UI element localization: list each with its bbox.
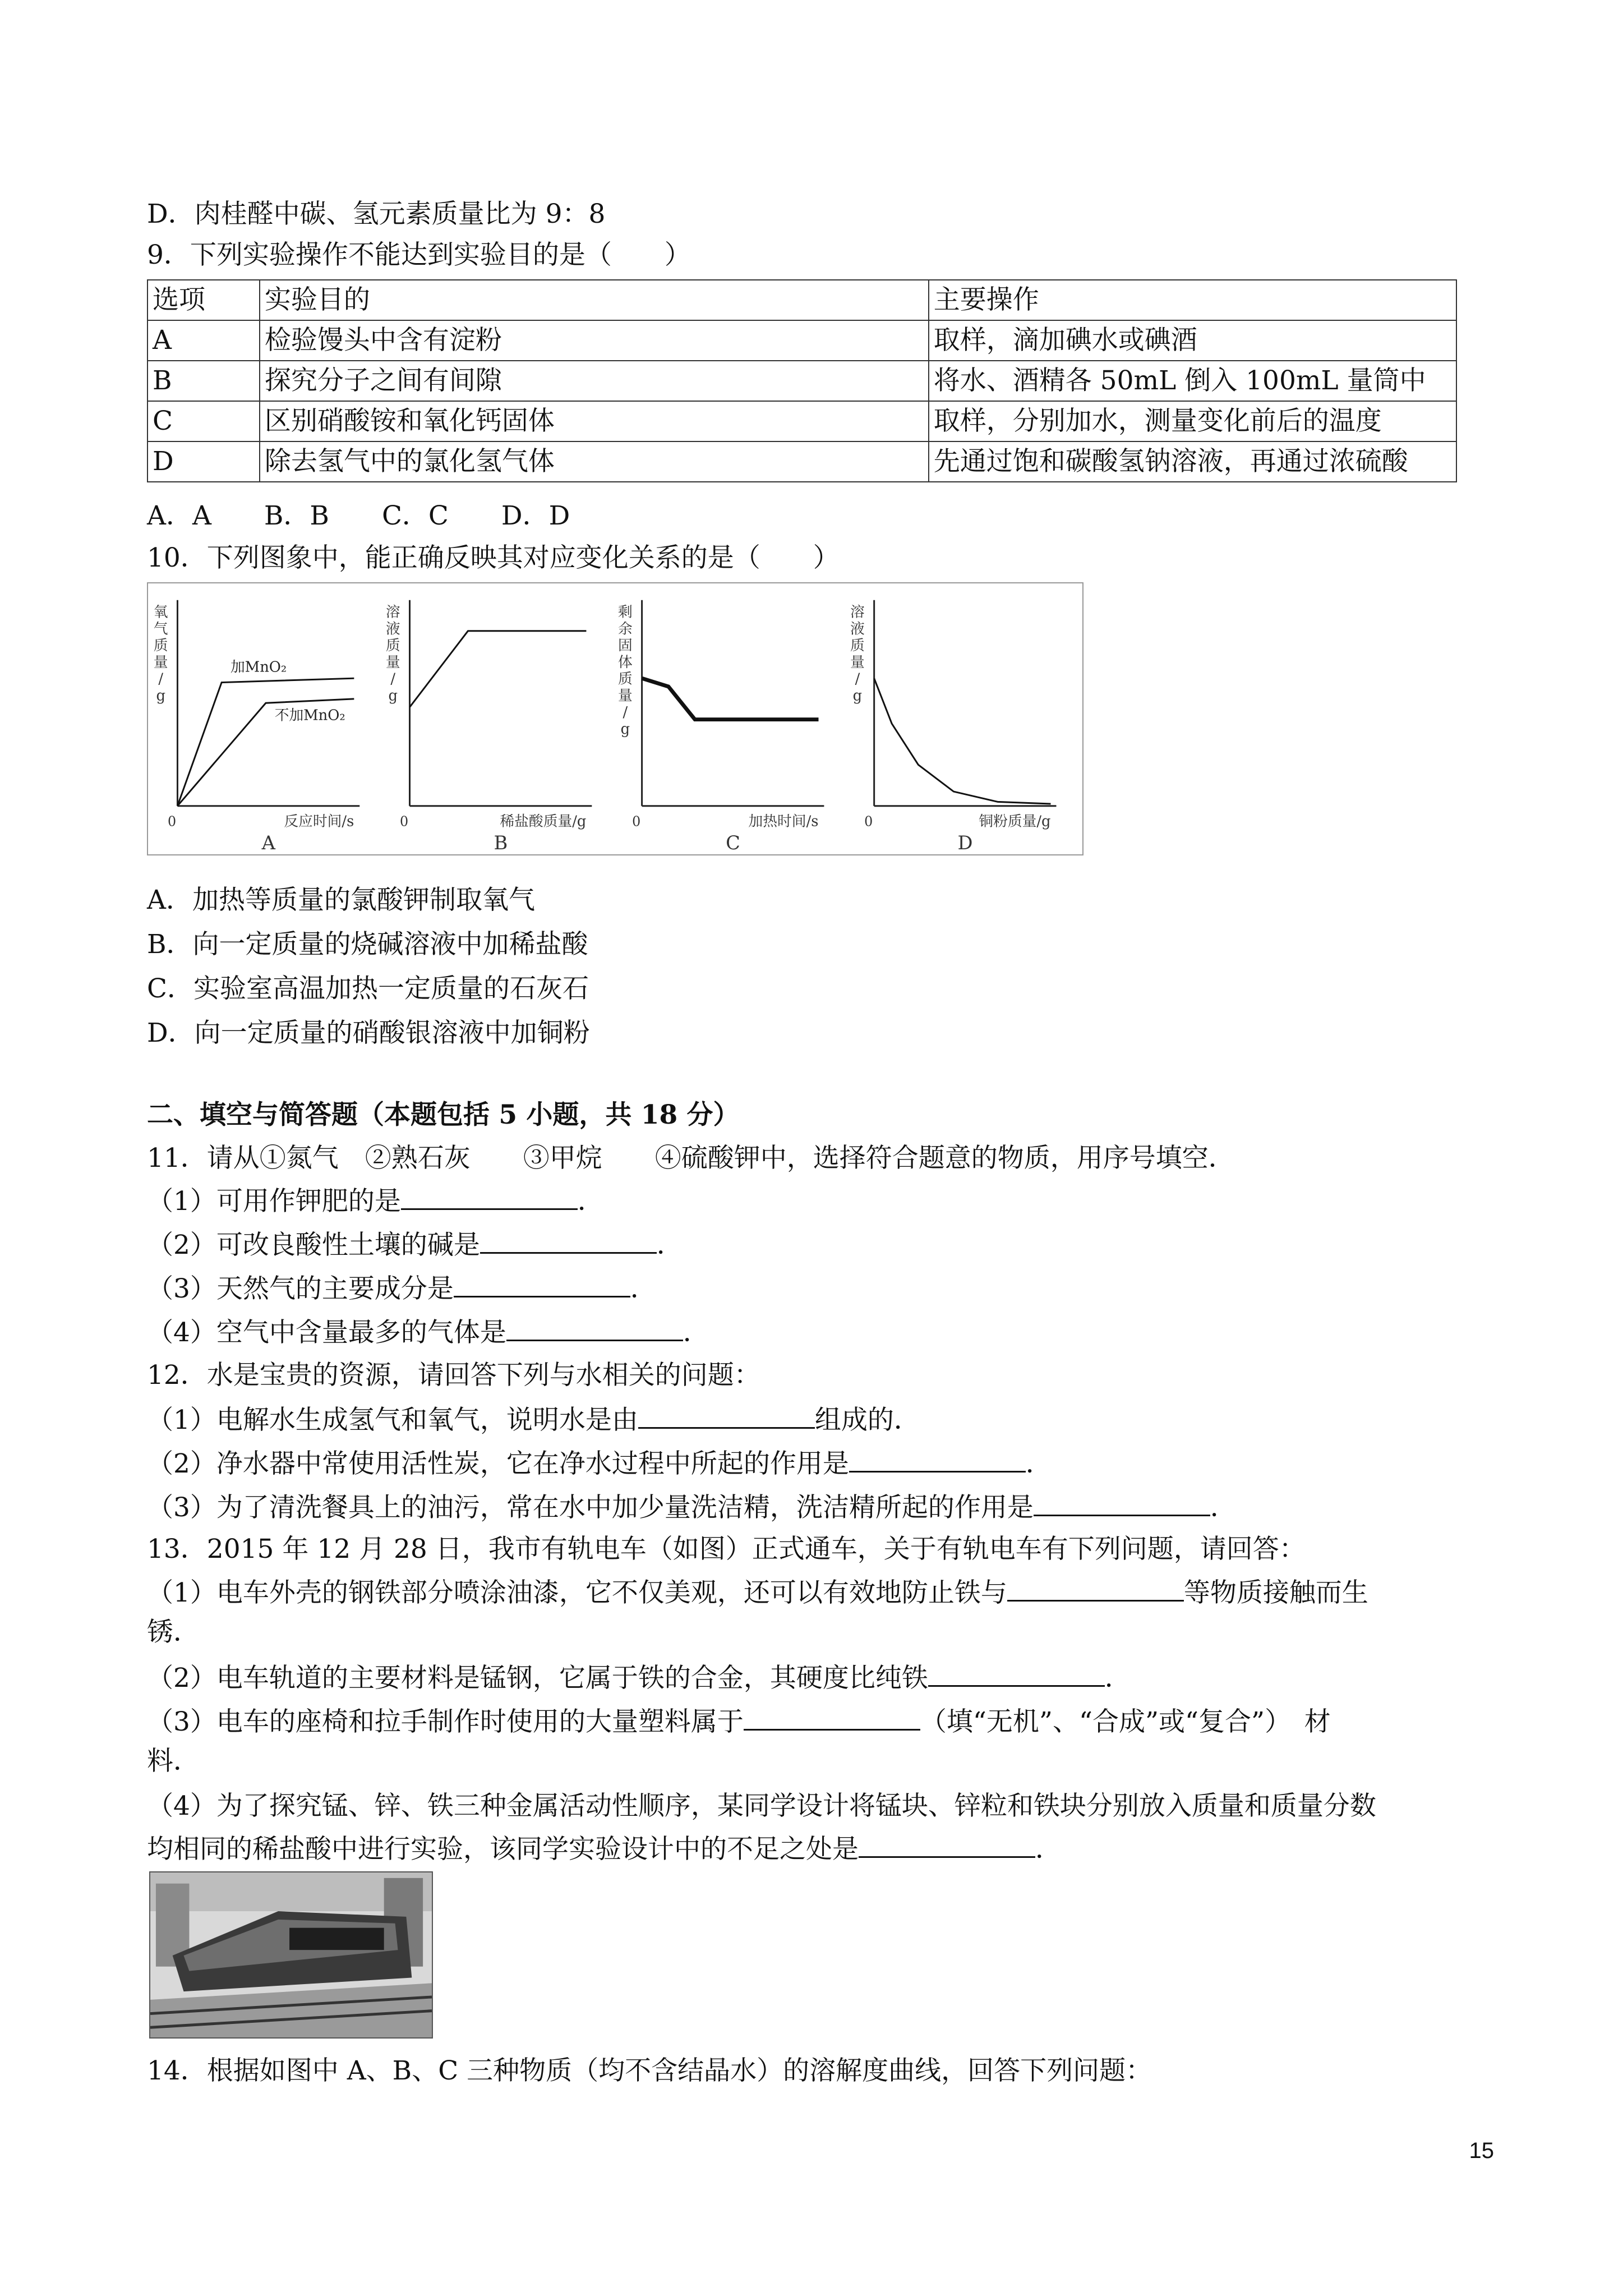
q9-answer-options: A．A B．B C．C D．D: [147, 500, 570, 531]
table-header-cell: 选项: [147, 280, 260, 320]
answer-blank[interactable]: [506, 1315, 683, 1341]
q13-part-3-cont: 料．: [147, 1746, 200, 1777]
table-header-cell: 主要操作: [929, 280, 1456, 320]
q12-part-3: [147, 1490, 1237, 1525]
page-number: 15: [1469, 2138, 1494, 2163]
graph-b-ylabel: 溶液质量/ g: [385, 604, 400, 705]
period: ．: [1025, 1448, 1052, 1479]
answer-blank[interactable]: [1034, 1490, 1210, 1516]
table-cell: A: [147, 320, 260, 361]
table-row: [147, 320, 1456, 361]
q13-part-4: （4）为了探究锰、锌、铁三种金属活动性顺序，某同学设计将锰块、锌粒和铁块分别放入质量和质量分数: [147, 1791, 1376, 1821]
graph-a-series-0: [177, 678, 354, 806]
q12-part-1: [147, 1402, 920, 1437]
q12-stem: 12．水是宝贵的资源，请回答下列与水相关的问题：: [147, 1360, 760, 1391]
tram-photo-svg: [150, 1872, 432, 2037]
period: ．: [630, 1273, 657, 1304]
graph-c-series-0: [642, 678, 819, 719]
q10-option-c: C．实验室高温加热一定质量的石灰石: [147, 973, 589, 1004]
q9-stem: 9．下列实验操作不能达到实验目的是（ ）: [147, 240, 691, 270]
q10-graph-figure: [147, 582, 1083, 855]
answer-blank[interactable]: [928, 1660, 1105, 1687]
graph-d-panel-label: D: [957, 832, 973, 854]
graph-b-series-0: [410, 631, 587, 707]
graph-d-origin-label: 0: [864, 813, 873, 830]
graph-b-origin-label: 0: [400, 813, 409, 830]
answer-blank[interactable]: [849, 1446, 1026, 1473]
q13-1-text: （1）电车外壳的钢铁部分喷涂油漆，它不仅美观，还可以有效地防止铁与: [147, 1577, 1007, 1608]
table-cell: 先通过饱和碳酸氢钠溶液，再通过浓硫酸: [929, 441, 1456, 482]
graph-a-origin-label: 0: [167, 813, 177, 830]
graph-a-series-label: 不加MnO₂: [274, 707, 345, 724]
answer-blank[interactable]: [859, 1832, 1035, 1858]
table-cell: 除去氢气中的氯化氢气体: [260, 441, 929, 482]
table-cell: 取样，分别加水，测量变化前后的温度: [929, 401, 1456, 441]
graph-c-ylabel: 剩余固体质量/ g: [617, 604, 633, 738]
q12-1-text: （1）电解水生成氢气和氧气，说明水是由: [147, 1405, 638, 1435]
graph-a-xlabel: 反应时间/s: [284, 813, 354, 830]
answer-blank[interactable]: [480, 1227, 657, 1254]
q11-part-2: [147, 1227, 683, 1262]
graph-d-ylabel: 溶液质量/ g: [850, 604, 865, 705]
table-cell: B: [147, 361, 260, 401]
graph-d-series-0: [874, 678, 1051, 804]
answer-blank[interactable]: [401, 1184, 578, 1210]
q11-part-4: [147, 1315, 709, 1350]
q11-1-text: （1）可用作钾肥的是: [147, 1186, 401, 1217]
q10-option-b: B．向一定质量的烧碱溶液中加稀盐酸: [147, 929, 588, 960]
q10-graphs-svg: [148, 583, 1082, 854]
table-header-cell: 实验目的: [260, 280, 929, 320]
q12-part-2: [147, 1446, 1052, 1481]
table-header-row: [147, 280, 1456, 320]
graph-d-xlabel: 铜粉质量/g: [979, 813, 1051, 830]
q12-2-text: （2）净水器中常使用活性炭，它在净水过程中所起的作用是: [147, 1448, 849, 1479]
q13-2-text: （2）电车轨道的主要材料是锰钢，它属于铁的合金，其硬度比纯铁: [147, 1663, 928, 1694]
q13-part-1-cont: 锈．: [147, 1617, 200, 1648]
graph-a-ylabel: 氧气质量/ g: [153, 604, 168, 705]
q10-option-d: D．向一定质量的硝酸银溶液中加铜粉: [147, 1018, 590, 1048]
graph-a-series-label: 加MnO₂: [230, 659, 287, 676]
table-cell: D: [147, 441, 260, 482]
table-row: [147, 361, 1456, 401]
q10-option-a: A．加热等质量的氯酸钾制取氧气: [147, 885, 535, 915]
q12-3-text: （3）为了清洗餐具上的油污，常在水中加少量洗洁精，洗洁精所起的作用是: [147, 1492, 1034, 1523]
answer-blank[interactable]: [638, 1402, 815, 1429]
table-cell: 将水、酒精各 50mL 倒入 100mL 量筒中: [929, 361, 1456, 401]
q11-4-text: （4）空气中含量最多的气体是: [147, 1317, 506, 1348]
q11-part-3: [147, 1271, 657, 1306]
q13-4-text: 均相同的稀盐酸中进行实验，该同学实验设计中的不足之处是: [147, 1834, 859, 1865]
q14-stem: 14．根据如图中 A、B、C 三种物质（均不含结晶水）的溶解度曲线，回答下列问题：: [147, 2055, 1152, 2086]
answer-blank[interactable]: [1007, 1575, 1184, 1602]
graph-b-panel-label: B: [494, 832, 508, 854]
q10-stem: 10．下列图象中，能正确反映其对应变化关系的是（ ）: [147, 542, 840, 573]
period: ．: [1104, 1663, 1131, 1694]
q11-stem: 11．请从①氮气 ②熟石灰 ③甲烷 ④硫酸钾中，选择符合题意的物质，用序号填空．: [147, 1143, 1235, 1174]
q11-part-1: [147, 1184, 604, 1218]
q13-1-tail: 等物质接触而生: [1183, 1577, 1368, 1608]
answer-blank[interactable]: [744, 1704, 920, 1731]
q13-part-4-cont: [147, 1832, 1062, 1866]
q13-part-1: [147, 1575, 1368, 1610]
q13-part-3: [147, 1704, 1331, 1739]
table-cell: 探究分子之间有间隙: [260, 361, 929, 401]
q13-3-tail: （填“无机”、“合成”或“复合”） 材: [920, 1706, 1331, 1737]
q13-part-2: [147, 1660, 1131, 1695]
graph-c-panel-label: C: [726, 832, 740, 854]
table-cell: C: [147, 401, 260, 441]
table-cell: 检验馒头中含有淀粉: [260, 320, 929, 361]
period: ．: [683, 1317, 709, 1348]
period: ．: [1035, 1834, 1062, 1865]
q11-2-text: （2）可改良酸性土壤的碱是: [147, 1230, 480, 1260]
q13-3-text: （3）电车的座椅和拉手制作时使用的大量塑料属于: [147, 1706, 744, 1737]
graph-c-xlabel: 加热时间/s: [748, 813, 819, 830]
answer-blank[interactable]: [454, 1271, 630, 1297]
table-row: [147, 401, 1456, 441]
period: ．: [1210, 1492, 1237, 1523]
period: ．: [656, 1230, 683, 1260]
period: ．: [577, 1186, 604, 1217]
q8-option-d: D．肉桂醛中碳、氢元素质量比为 9：8: [147, 199, 606, 229]
graph-a-panel-label: A: [261, 832, 276, 854]
tram-photo: [149, 1871, 433, 2039]
table-cell: 取样，滴加碘水或碘酒: [929, 320, 1456, 361]
q9-table: [147, 279, 1457, 482]
table-row: [147, 441, 1456, 482]
graph-b-xlabel: 稀盐酸质量/g: [500, 813, 587, 830]
section-2-heading: 二、填空与简答题（本题包括 5 小题，共 18 分）: [147, 1099, 740, 1130]
graph-c-origin-label: 0: [632, 813, 641, 830]
q13-stem: 13．2015 年 12 月 28 日，我市有轨电车（如图）正式通车，关于有轨电车有下列问题，请回答：: [147, 1534, 1306, 1565]
q12-1-tail: 组成的．: [814, 1405, 920, 1435]
table-cell: 区别硝酸铵和氧化钙固体: [260, 401, 929, 441]
q11-3-text: （3）天然气的主要成分是: [147, 1273, 454, 1304]
